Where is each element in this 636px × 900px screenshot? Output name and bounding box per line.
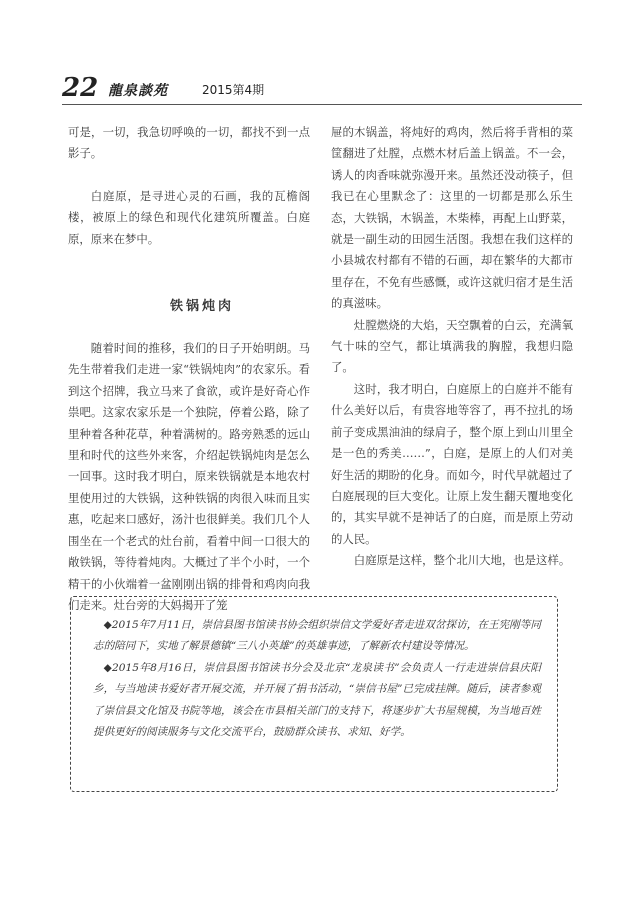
left-para-1: 白庭原，是寻进心灵的石画，我的瓦檐阁楼，被原上的绿色和现代化建筑所覆盖。白庭原，原来在梦中。 [68,188,310,246]
section-subheading: 铁锅炖肉 [169,299,234,315]
page-number: 22 [62,73,99,103]
right-para-2: 这时，我才明白，白庭原上的白庭并不能有什么美好以后，有贵容地等容了，再不拉扎的场前子变成黑油油的绿肩子，整个原上到山川里全是一色的秀美……”，白庭，是原上的人们对美好生活的期盼的化身。而如今，时代早就超过了白庭展现的巨大变化。让原上发生翻天覆地变化的，其实早就不是神话了的白庭，而是原上劳动的人民。 [331,381,573,546]
left-para-2: 随着时间的推移，我们的日子开始明朗。马先生带着我们走进一家“铁锅炖肉”的农家乐。看到这个招牌，我立马来了食欲，或许是好奇心作祟吧。这家农家乐是一个独院，停着公路，除了里种着各种花草，种着满树的。路旁熟悉的远山里和时代的这些外来客，介绍起铁锅炖肉是怎么一回事。这时我才明白，原来铁锅就是本地农村里使用过的大铁锅，这种铁锅的肉很入味而且实惠，吃起来口感好，汤汁也很鲜美。我们几个人围坐在一个老式的灶台前，看着中间一口很大的敞铁锅，等待着炖肉。大概过了半个小时，一个精干的小伙端着一盆刚刚出锅的排骨和鸡肉向我们走来。灶台旁的大妈揭开了笼 [68,341,310,612]
right-column [331,122,573,572]
header-divider [62,104,582,105]
left-para-cont: 可是，一切，我急切呼唤的一切，都找不到一点影子。 [68,125,310,161]
right-para-cont: 屉的木锅盖，将炖好的鸡肉，然后将手背相的菜筐翻进了灶膛，点燃木材后盖上锅盖。不一会，诱人的肉香味就弥漫开来。虽然还没动筷子，但我已在心里默念了：这里的一切都是那么乐生态，大铁锅，木锅盖，木柴棒，再配上山野菜，就是一副生动的田园生活图。我想在我们这样的小县城农村都有不错的石画，却在繁华的大都市里存在，不免有些感慨，或许这就归宿才是生活的真滋味。 [331,125,573,311]
journal-name: 龍泉談苑 [108,83,168,99]
news-notes-box [70,596,558,792]
right-para-1: 灶膛燃烧的大焰，天空飘着的白云，充满氧气十味的空气，都让填满我的胸膛，我想归隐了。 [331,317,573,375]
news-note-2: ◆2015年8月16日，崇信县图书馆读书分会及北京“龙泉读书”会负责人一行走进崇信县庆阳乡，与当地读书爱好者开展交流，并开展了捐书活动，“崇信书屋”已完成挂牌。随后，读者参观了崇信县文化馆及书院等地，该会在市县相关部门的支持下，将逐步扩大书屋规模，为当地百姓提供更好的阅读服务与文化交流平台，鼓励群众读书、求知、好学。 [93,661,541,739]
news-note-1: ◆2015年7月11日，崇信县图书馆读书协会组织崇信文学爱好者走进双岔探访，在王宪刚等同志的陪同下，实地了解景德镇“三八小英雄”的英雄事迹，了解新农村建设等情况。 [93,619,541,653]
page-header [62,74,582,102]
issue-label: 2015第4期 [202,83,265,97]
right-para-3: 白庭原是这样，整个北川大地，也是这样。 [353,553,571,568]
left-column [68,122,310,616]
